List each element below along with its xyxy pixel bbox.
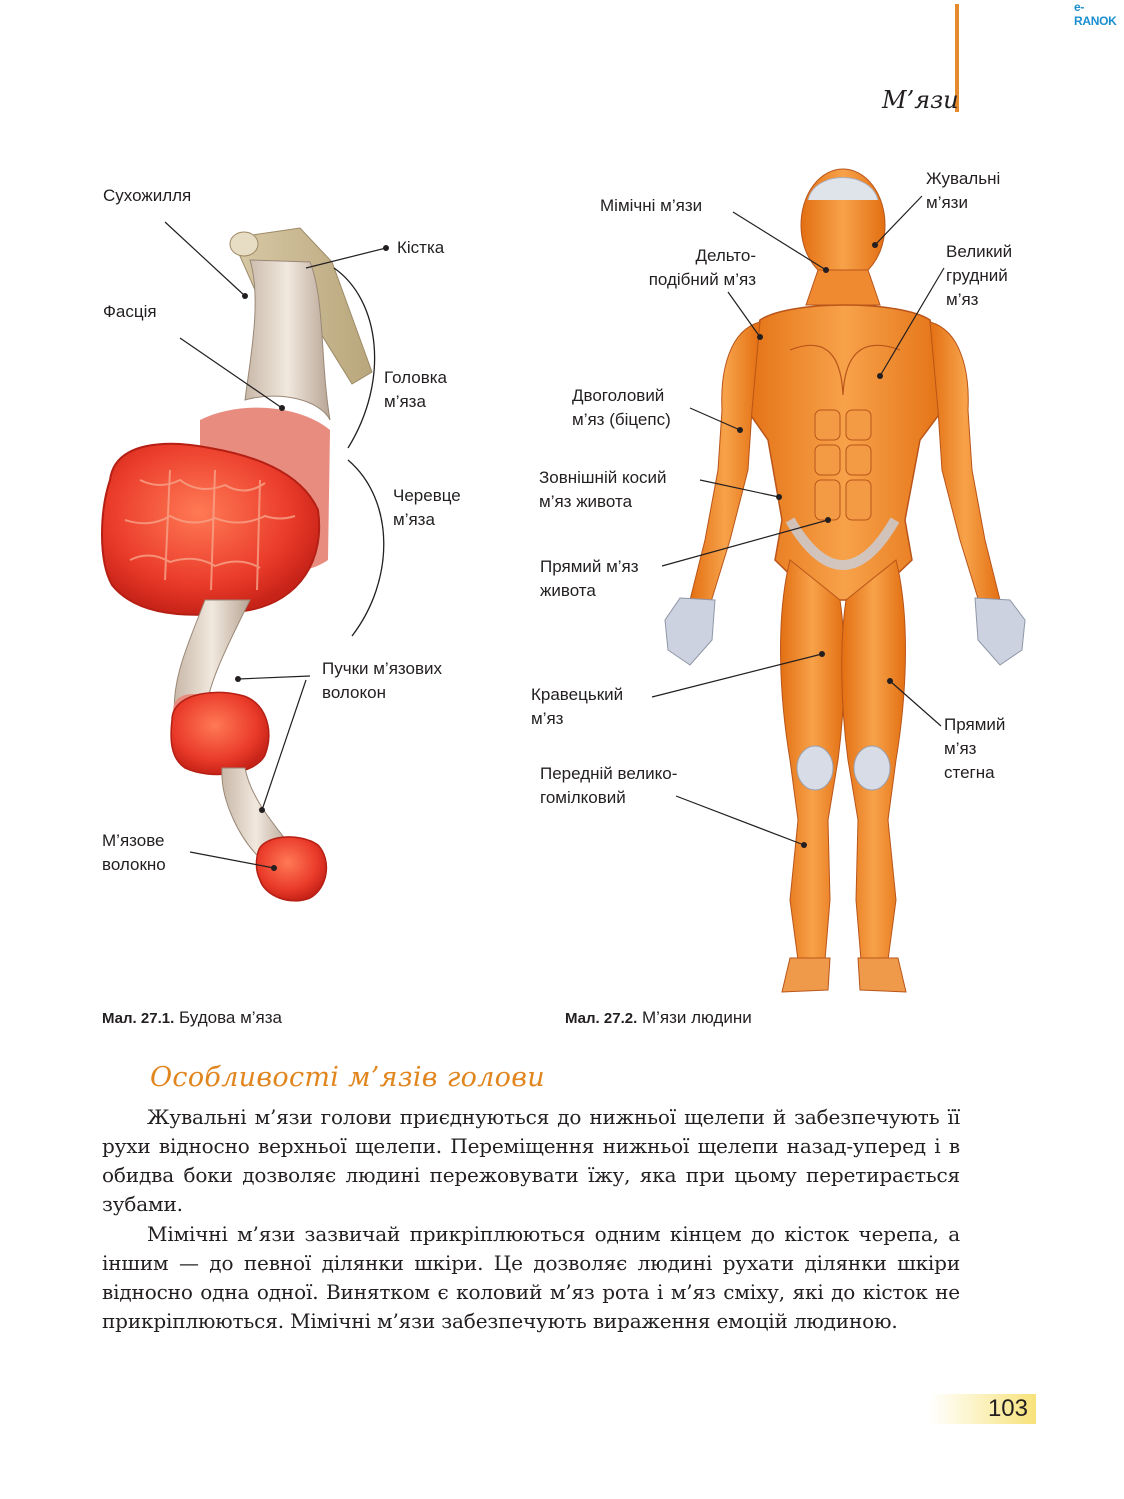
label-muscle-belly: Черевце м’яза xyxy=(393,486,461,529)
publisher-logo: e-RANOK xyxy=(1074,0,1117,28)
label-deltoid: Дельто- подібний м’яз xyxy=(648,246,756,289)
label-chewing-muscles: Жувальні м’язи xyxy=(926,169,1001,212)
paragraph-2: Мімічні м’язи зазвичай прикріплюються одним кінцем до кісток черепа, а іншим — до певної ділянки шкіри. Це дозволяє людині рухати ділянки шкіри відносно одна одної. Винятком є коловий м’яз рота і м’яз сміху, які до кісток не прикріплюються. Мімічні м’язи забезпечують вираження емоцій людиною. xyxy=(102,1222,960,1333)
label-external-oblique: Зовнішній косий м’яз живота xyxy=(539,468,667,511)
article-heading: Особливості м’язів голови xyxy=(150,1062,545,1093)
paragraph-1: Жувальні м’язи голови приєднуються до нижньої щелепи й забезпечують її рухи відносно верхньої щелепи. Переміщення нижньої щелепи назад-уперед і в обидва боки дозволяє людині пережовувати їжу, яка при цьому перетирається зубами. xyxy=(102,1105,960,1216)
label-fascia: Фасція xyxy=(103,302,157,321)
label-rectus-femoris: Прямий м’яз стегна xyxy=(944,715,1006,782)
caption-figure-27-1: Мал. 27.1. Будова м’яза xyxy=(102,1008,283,1027)
label-rectus-abdominis: Прямий м’яз живота xyxy=(540,557,639,600)
label-tibialis-anterior: Передній велико- гомілковий xyxy=(540,764,678,807)
page-number: 103 xyxy=(987,1395,1028,1422)
caption-figure-27-2: Мал. 27.2. М’язи людини xyxy=(565,1008,752,1027)
section-title: М’язи xyxy=(882,86,959,114)
label-sartorius: Кравецький м’яз xyxy=(531,685,624,728)
label-mimic-muscles: Мімічні м’язи xyxy=(600,196,703,215)
label-bone: Кістка xyxy=(397,238,445,257)
label-biceps: Двоголовий м’яз (біцепс) xyxy=(572,386,671,429)
page-number-box xyxy=(930,1394,1036,1424)
label-tendon: Сухожилля xyxy=(103,186,192,205)
label-muscle-fiber: М’язове волокно xyxy=(102,831,166,874)
label-pectoral: Великий грудний м’яз xyxy=(946,242,1013,309)
label-muscle-head: Головка м’яза xyxy=(384,368,448,411)
label-fiber-bundles: Пучки м’язових волокон xyxy=(322,659,442,702)
